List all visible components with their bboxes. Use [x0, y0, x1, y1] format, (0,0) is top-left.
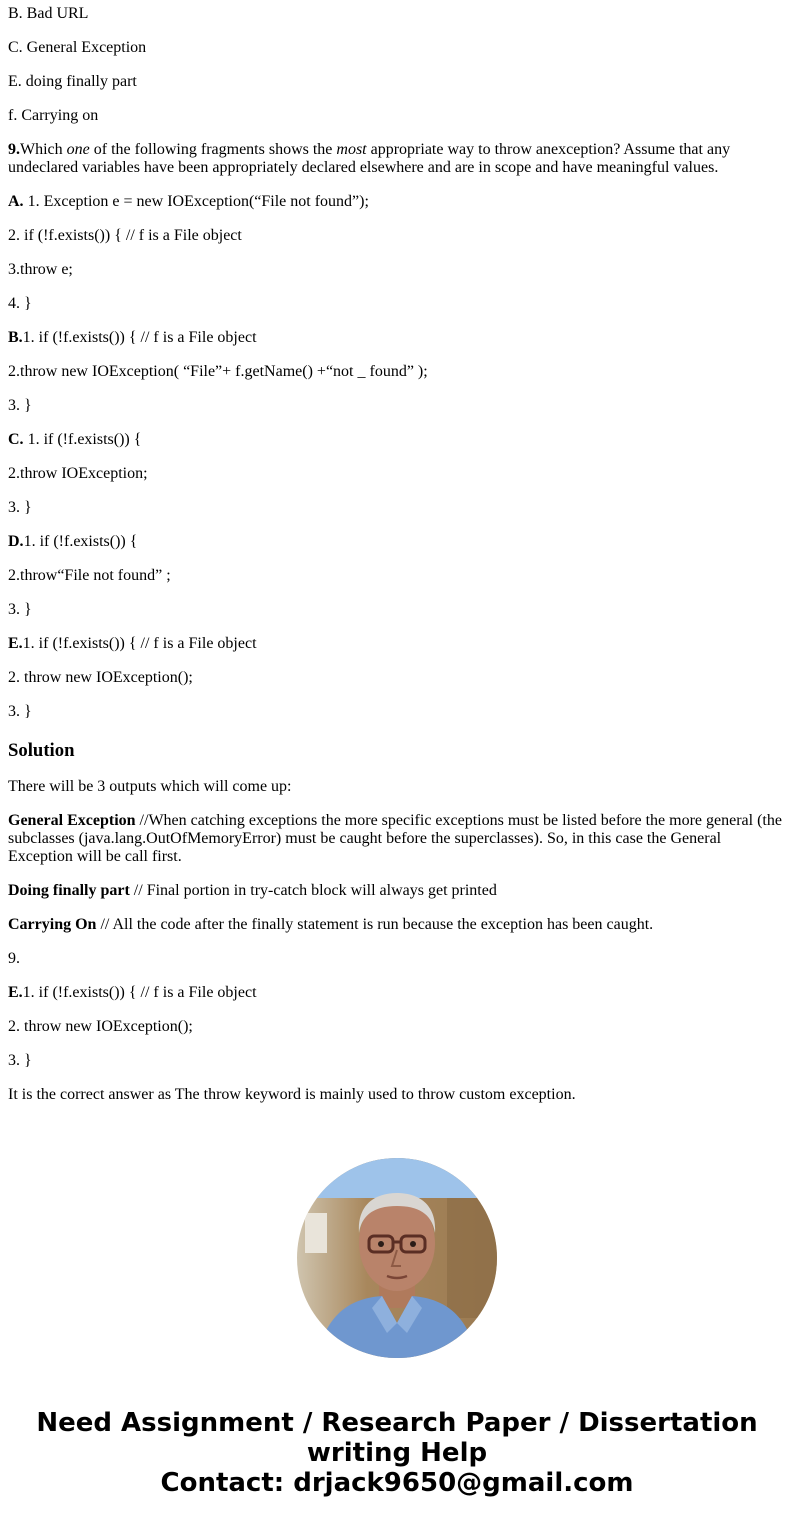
- option-c-line-1: [8, 431, 786, 449]
- footer-banner: [0, 1408, 794, 1498]
- option-e-line-3: 3. }: [8, 703, 32, 720]
- author-avatar: [297, 1158, 497, 1358]
- code-line: 1. if (!f.exists()) { // f is a File object: [22, 635, 257, 652]
- footer-line-2: writing Help: [306, 1438, 488, 1468]
- solution-finally: [8, 882, 786, 900]
- question-emphasis: most: [336, 141, 367, 158]
- option-f-carrying-on: f. Carrying on: [8, 107, 99, 124]
- solution-label: Doing finally part: [8, 882, 130, 899]
- option-label: D.: [8, 533, 24, 550]
- document-body: [0, 5, 794, 1104]
- option-e-line-2: 2. throw new IOException();: [8, 669, 193, 686]
- option-label: C.: [8, 431, 24, 448]
- option-e-line-1: [8, 635, 786, 653]
- solution-label: General Exception: [8, 812, 136, 829]
- solution-question-number: 9.: [8, 950, 20, 967]
- answer-line-1: [8, 984, 786, 1002]
- option-b-bad-url: B. Bad URL: [8, 5, 89, 22]
- answer-line-3: 3. }: [8, 1052, 32, 1069]
- answer-line-2: 2. throw new IOException();: [8, 1018, 193, 1035]
- option-c-line-3: 3. }: [8, 499, 32, 516]
- option-c-general-exception: C. General Exception: [8, 39, 147, 56]
- option-label: E.: [8, 984, 23, 1001]
- option-e-finally-part: E. doing finally part: [8, 73, 137, 90]
- question-text: of the following fragments shows the: [89, 141, 337, 158]
- question-number: 9.: [8, 141, 20, 158]
- question-9: [8, 141, 786, 177]
- solution-text: // Final portion in try-catch block will always get printed: [129, 882, 497, 899]
- option-label: E.: [8, 635, 23, 652]
- question-text: Which: [20, 141, 67, 158]
- code-line: 1. if (!f.exists()) { // f is a File object: [22, 984, 257, 1001]
- code-line: 1. Exception e = new IOException(“File not found”);: [23, 193, 369, 210]
- option-b-line-1: [8, 329, 786, 347]
- solution-intro: There will be 3 outputs which will come up:: [8, 778, 292, 795]
- option-c-line-2: 2.throw IOException;: [8, 465, 148, 482]
- option-b-line-3: 3. }: [8, 397, 32, 414]
- solution-text: // All the code after the finally statement is run because the exception has been caught.: [96, 916, 654, 933]
- option-a-line-1: [8, 193, 786, 211]
- solution-general-exception: [8, 812, 786, 866]
- option-d-line-2: 2.throw“File not found” ;: [8, 567, 171, 584]
- option-a-line-4: 4. }: [8, 295, 32, 312]
- solution-conclusion: It is the correct answer as The throw keyword is mainly used to throw custom exception.: [8, 1086, 576, 1103]
- solution-text: //When catching exceptions the more specific exceptions must be listed before the more general (the subclasses (java.lang.OutOfMemoryError) must be caught before the superclasses). So, in this case the General Exception will be call first.: [8, 812, 782, 865]
- option-d-line-3: 3. }: [8, 601, 32, 618]
- footer-line-1: Need Assignment / Research Paper / Dissertation: [36, 1408, 758, 1438]
- solution-label: Carrying On: [8, 916, 97, 933]
- option-label: B.: [8, 329, 23, 346]
- option-b-line-2: 2.throw new IOException( “File”+ f.getName() +“not _ found” );: [8, 363, 428, 380]
- solution-heading: Solution: [8, 740, 75, 761]
- code-line: 1. if (!f.exists()) {: [23, 431, 142, 448]
- option-d-line-1: [8, 533, 786, 551]
- question-text: appropriate way to throw anexception? Assume that any undeclared variables have been appropriately declared elsewhere and are in scope and have meaningful values.: [8, 141, 731, 176]
- option-a-line-2: 2. if (!f.exists()) { // f is a File object: [8, 227, 242, 244]
- footer-contact: Contact: drjack9650@gmail.com: [160, 1468, 634, 1498]
- solution-carrying-on: [8, 916, 786, 934]
- option-label: A.: [8, 193, 24, 210]
- question-emphasis: one: [66, 141, 90, 158]
- option-a-line-3: 3.throw e;: [8, 261, 73, 278]
- avatar-portrait: [297, 1158, 497, 1358]
- code-line: 1. if (!f.exists()) { // f is a File object: [22, 329, 257, 346]
- code-line: 1. if (!f.exists()) {: [23, 533, 138, 550]
